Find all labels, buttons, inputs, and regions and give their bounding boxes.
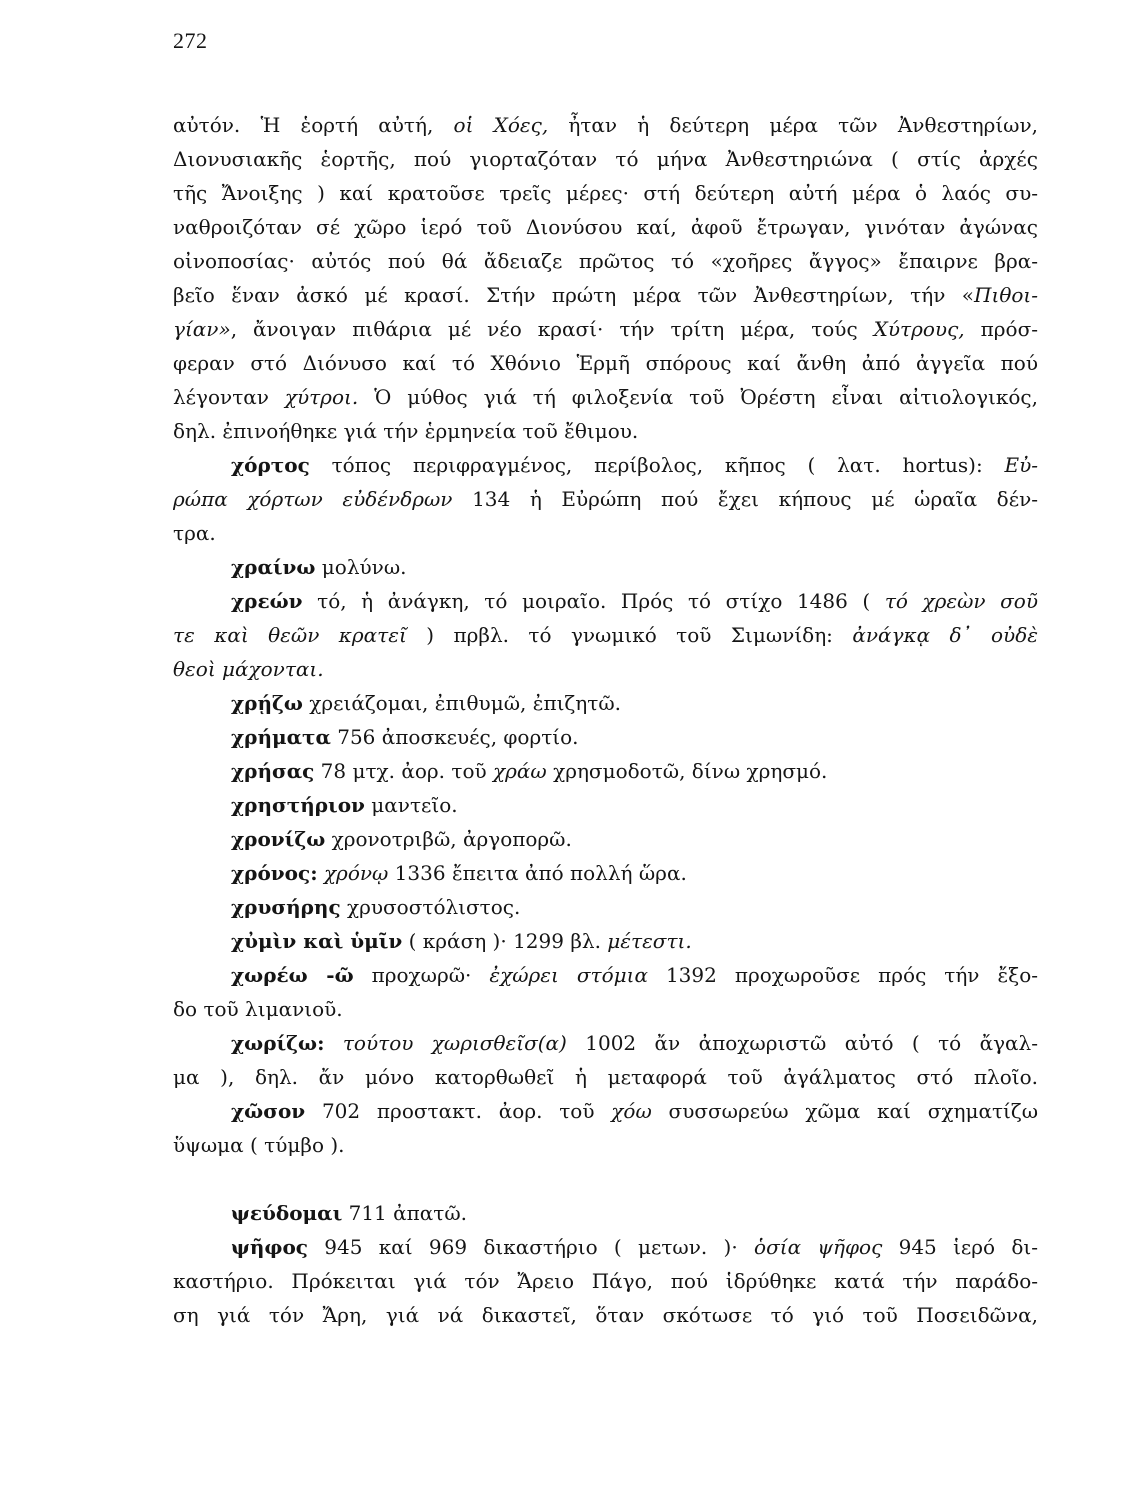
italic-text: τό χρεὼν σοῦ bbox=[884, 589, 1038, 613]
text-line bbox=[173, 312, 1038, 346]
italic-text: θεοὶ μάχονται. bbox=[173, 657, 324, 681]
text-line bbox=[173, 176, 1038, 210]
text-line bbox=[173, 380, 1038, 414]
text-segment: τῆς Ἄνοιξης ) καί κρατοῦσε τρεῖς μέρες· στή δεύτερη αὐτή μέρα ὁ λαός συ- bbox=[173, 181, 1038, 205]
text-segment: ) πρβλ. τό γνωμικό τοῦ Σιμωνίδη: bbox=[406, 623, 853, 647]
headword: χρόνος: bbox=[231, 861, 318, 885]
text-line bbox=[173, 958, 1038, 992]
text-segment: ὕψωμα ( τύμβο ). bbox=[173, 1133, 345, 1157]
text-segment: χρησμοδοτῶ, δίνω χρησμό. bbox=[546, 759, 828, 783]
text-segment: μολύνω. bbox=[315, 555, 407, 579]
text-line bbox=[173, 1162, 1038, 1230]
text-line bbox=[173, 856, 1038, 890]
text-line bbox=[173, 414, 1038, 448]
text-segment: αὐτόν. Ἡ ἑορτή αὐτή, bbox=[173, 113, 454, 137]
text-segment: προχωρῶ· bbox=[353, 963, 490, 987]
text-segment: δο τοῦ λιμανιοῦ. bbox=[173, 997, 343, 1021]
text-segment: φεραν στό Διόνυσο καί τό Χθόνιο Ἑρμῆ σπόρους καί ἄνθη ἀπό ἀγγεῖα πού bbox=[173, 351, 1038, 375]
text-segment: πρόσ- bbox=[964, 317, 1038, 341]
italic-text: χύτροι. bbox=[284, 385, 359, 409]
text-line bbox=[173, 448, 1038, 482]
headword: χρεών bbox=[231, 589, 303, 613]
text-line bbox=[173, 210, 1038, 244]
italic-text: οἱ Χόες, bbox=[453, 113, 549, 137]
text-line bbox=[173, 652, 1038, 686]
headword: χρήσας bbox=[231, 759, 315, 783]
text-segment: ( κράση )· 1299 βλ. bbox=[402, 929, 608, 953]
text-line bbox=[173, 992, 1038, 1026]
headword: χωρέω -ῶ bbox=[231, 963, 354, 987]
italic-text: ἀνάγκᾳ δ᾽ οὐδὲ bbox=[852, 623, 1038, 647]
headword: χρηστήριον bbox=[231, 793, 365, 817]
italic-text: μέτεστι. bbox=[607, 929, 692, 953]
text-line bbox=[173, 1230, 1038, 1264]
italic-text: ὁσία ψῆφος bbox=[754, 1235, 883, 1259]
italic-text: Χύτρους, bbox=[873, 317, 965, 341]
text-segment: τό, ἡ ἀνάγκη, τό μοιραῖο. Πρός τό στίχο 1486 ( bbox=[302, 589, 885, 613]
text-line bbox=[173, 1094, 1038, 1128]
text-segment: μαντεῖο. bbox=[364, 793, 458, 817]
headword: χρονίζω bbox=[231, 827, 326, 851]
text-segment: δηλ. ἐπινοήθηκε γιά τήν ἑρμηνεία τοῦ ἔθιμου. bbox=[173, 419, 639, 443]
text-line bbox=[173, 244, 1038, 278]
text-line bbox=[173, 1026, 1038, 1060]
text-segment: 78 μτχ. ἀορ. τοῦ bbox=[314, 759, 494, 783]
text-line bbox=[173, 686, 1038, 720]
text-line bbox=[173, 890, 1038, 924]
text-segment: , ἄνοιγαν πιθάρια μέ νέο κρασί· τήν τρίτη μέρα, τούς bbox=[230, 317, 874, 341]
text-segment: χρονοτριβῶ, ἀργοπορῶ. bbox=[325, 827, 572, 851]
headword: χῶσον bbox=[231, 1099, 306, 1123]
italic-text: χόω bbox=[611, 1099, 652, 1123]
text-line bbox=[173, 516, 1038, 550]
italic-text: χράω bbox=[493, 759, 547, 783]
text-line bbox=[173, 278, 1038, 312]
text-segment: 945 καί 969 δικαστήριο ( μετων. )· bbox=[307, 1235, 755, 1259]
headword: χρήματα bbox=[231, 725, 331, 749]
text-line bbox=[173, 618, 1038, 652]
italic-text: γίαν» bbox=[173, 317, 231, 341]
text-segment: ναθροιζόταν σέ χῶρο ἱερό τοῦ Διονύσου καί, ἀφοῦ ἔτρωγαν, γινόταν ἀγώνας bbox=[173, 215, 1038, 239]
italic-text: ρώπα χόρτων εὐδένδρων bbox=[173, 487, 453, 511]
headword: χρῄζω bbox=[231, 691, 303, 715]
headword: χραίνω bbox=[231, 555, 316, 579]
text-segment: οἰνοποσίας· αὐτός πού θά ἄδειαζε πρῶτος τό «χοῆρες ἄγγος» ἔπαιρνε βρα- bbox=[173, 249, 1038, 273]
headword: χωρίζω: bbox=[231, 1031, 325, 1055]
text-line bbox=[173, 584, 1038, 618]
italic-text: ἐχώρει στόμια bbox=[489, 963, 648, 987]
text-segment: χρυσοστόλιστος. bbox=[340, 895, 521, 919]
headword: ψεύδομαι bbox=[231, 1201, 343, 1225]
headword: ψῆφος bbox=[231, 1235, 308, 1259]
text-line bbox=[173, 822, 1038, 856]
text-line bbox=[173, 108, 1038, 142]
text-segment: 1002 ἄν ἀποχωριστῶ αὐτό ( τό ἄγαλ- bbox=[566, 1031, 1038, 1055]
text-line bbox=[173, 346, 1038, 380]
italic-text: τούτου χωρισθεῖσ(α) bbox=[342, 1031, 567, 1055]
text-segment: καστήριο. Πρόκειται γιά τόν Ἄρειο Πάγο, πού ἱδρύθηκε κατά τήν παράδο- bbox=[173, 1269, 1038, 1293]
text-segment: 702 προστακτ. ἀορ. τοῦ bbox=[305, 1099, 612, 1123]
text-segment: μα ), δηλ. ἄν μόνο κατορθωθεῖ ἡ μεταφορά τοῦ ἀγάλματος στό πλοῖο. bbox=[173, 1065, 1038, 1089]
text-line bbox=[173, 1128, 1038, 1162]
text-segment: 945 ἱερό δι- bbox=[882, 1235, 1038, 1259]
headword: χὐμὶν καὶ ὑμῖν bbox=[231, 929, 403, 953]
text-segment: ἦταν ἡ δεύτερη μέρα τῶν Ἀνθεστηρίων, bbox=[548, 113, 1038, 137]
text-segment: 711 ἀπατῶ. bbox=[342, 1201, 468, 1225]
text-segment: τόπος περιφραγμένος, περίβολος, κῆπος ( λατ. hortus): bbox=[309, 453, 1005, 477]
headword: χρυσήρης bbox=[231, 895, 341, 919]
text-line bbox=[173, 1298, 1038, 1332]
italic-text: Εὐ- bbox=[1004, 453, 1038, 477]
text-segment: Ὁ μύθος γιά τή φιλοξενία τοῦ Ὀρέστη εἶναι αἰτιολογικός, bbox=[358, 385, 1038, 409]
headword: χόρτος bbox=[231, 453, 310, 477]
text-segment: 1336 ἔπειτα ἀπό πολλή ὥρα. bbox=[388, 861, 687, 885]
text-line bbox=[173, 754, 1038, 788]
text-segment bbox=[324, 1031, 342, 1055]
text-line bbox=[173, 550, 1038, 584]
glossary-text bbox=[173, 108, 1038, 1332]
text-line bbox=[173, 924, 1038, 958]
text-segment: Διονυσιακῆς ἑορτῆς, πού γιορταζόταν τό μήνα Ἀνθεστηριώνα ( στίς ἀρχές bbox=[173, 147, 1038, 171]
text-line bbox=[173, 788, 1038, 822]
text-segment: 134 ἡ Εὐρώπη πού ἔχει κήπους μέ ὡραῖα δέν- bbox=[452, 487, 1038, 511]
text-segment: τρα. bbox=[173, 521, 216, 545]
text-segment: 756 ἀποσκευές, φορτίο. bbox=[330, 725, 579, 749]
italic-text: χρόνῳ bbox=[323, 861, 389, 885]
text-segment: λέγονταν bbox=[173, 385, 285, 409]
text-segment: ση γιά τόν Ἄρη, γιά νά δικαστεῖ, ὅταν σκότωσε τό γιό τοῦ Ποσειδῶνα, bbox=[173, 1303, 1038, 1327]
text-line bbox=[173, 482, 1038, 516]
italic-text: Πιθοι- bbox=[974, 283, 1038, 307]
text-segment: συσσωρεύω χῶμα καί σχηματίζω bbox=[651, 1099, 1038, 1123]
text-line bbox=[173, 142, 1038, 176]
text-line bbox=[173, 1264, 1038, 1298]
italic-text: τε καὶ θεῶν κρατεῖ bbox=[173, 623, 407, 647]
text-segment: 1392 προχωροῦσε πρός τήν ἔξο- bbox=[647, 963, 1038, 987]
text-line bbox=[173, 720, 1038, 754]
page-number: 272 bbox=[173, 28, 208, 53]
text-line bbox=[173, 1060, 1038, 1094]
text-segment: χρειάζομαι, ἐπιθυμῶ, ἐπιζητῶ. bbox=[302, 691, 621, 715]
text-segment: βεῖο ἕναν ἀσκό μέ κρασί. Στήν πρώτη μέρα τῶν Ἀνθεστηρίων, τήν « bbox=[173, 283, 975, 307]
